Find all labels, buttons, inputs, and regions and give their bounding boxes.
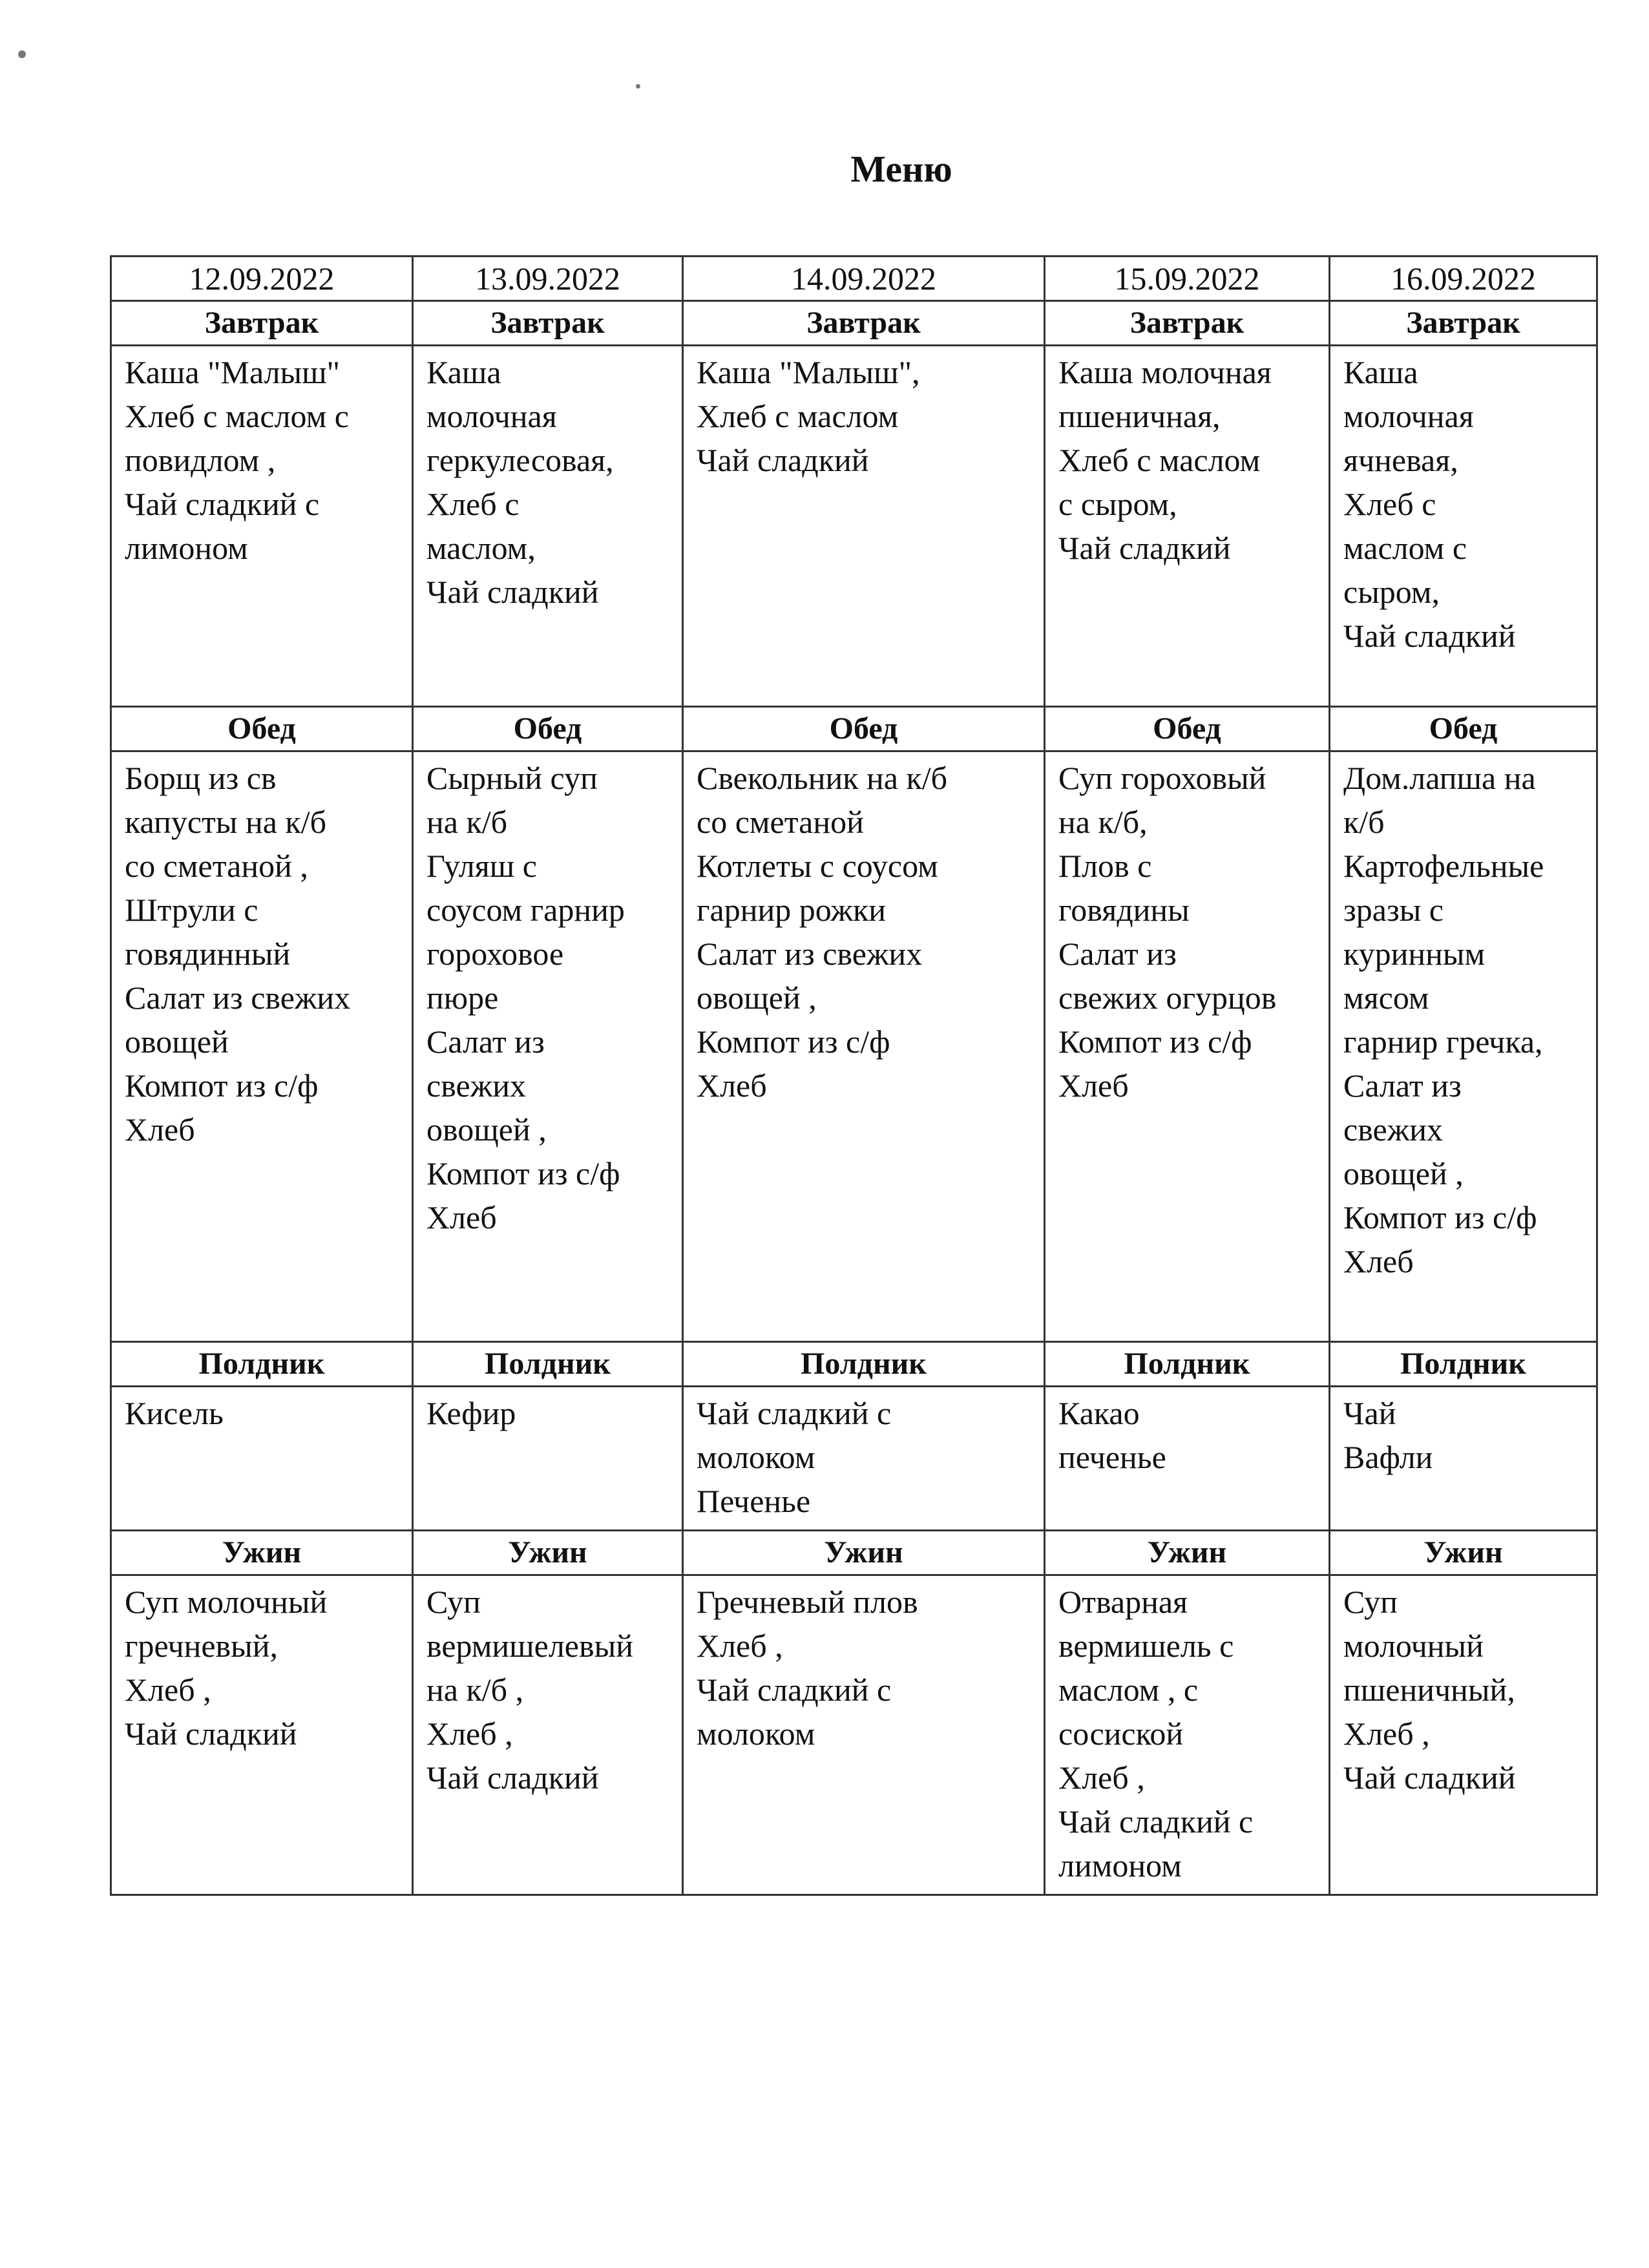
dinner-header: Ужин xyxy=(1045,1531,1330,1575)
lunch-header-row xyxy=(111,707,1597,751)
lunch-header: Обед xyxy=(1330,707,1597,751)
lunch-header: Обед xyxy=(111,707,413,751)
dinner-header: Ужин xyxy=(413,1531,683,1575)
snack-header: Полдник xyxy=(683,1342,1045,1387)
dinner-header-row xyxy=(111,1531,1597,1575)
dinner-row xyxy=(111,1575,1597,1895)
snack-dishes: Кисель xyxy=(111,1387,413,1531)
breakfast-header: Завтрак xyxy=(683,301,1045,346)
breakfast-row xyxy=(111,346,1597,707)
lunch-header: Обед xyxy=(683,707,1045,751)
breakfast-header: Завтрак xyxy=(1045,301,1330,346)
dinner-dishes: Суп молочный пшеничный, Хлеб , Чай сладкий xyxy=(1330,1575,1597,1895)
snack-header: Полдник xyxy=(413,1342,683,1387)
menu-table xyxy=(110,255,1598,1896)
date-cell: 12.09.2022 xyxy=(111,257,413,301)
lunch-row xyxy=(111,751,1597,1342)
snack-dishes: Чай Вафли xyxy=(1330,1387,1597,1531)
scan-speck xyxy=(18,50,26,58)
lunch-header: Обед xyxy=(1045,707,1330,751)
dinner-dishes: Гречневый плов Хлеб , Чай сладкий с молоком xyxy=(683,1575,1045,1895)
snack-header: Полдник xyxy=(1045,1342,1330,1387)
breakfast-header-row xyxy=(111,301,1597,346)
snack-dishes: Какао печенье xyxy=(1045,1387,1330,1531)
dinner-dishes: Суп вермишелевый на к/б , Хлеб , Чай сладкий xyxy=(413,1575,683,1895)
snack-dishes: Кефир xyxy=(413,1387,683,1531)
lunch-dishes: Борщ из св капусты на к/б со сметаной , Штрули с говядинный Салат из свежих овощей Компот из с/ф Хлеб xyxy=(111,751,413,1342)
dinner-header: Ужин xyxy=(683,1531,1045,1575)
snack-header-row xyxy=(111,1342,1597,1387)
breakfast-dishes: Каша молочная ячневая, Хлеб с маслом с сыром, Чай сладкий xyxy=(1330,346,1597,707)
scan-speck xyxy=(636,84,640,89)
breakfast-header: Завтрак xyxy=(413,301,683,346)
snack-row xyxy=(111,1387,1597,1531)
dinner-header: Ужин xyxy=(111,1531,413,1575)
lunch-header: Обед xyxy=(413,707,683,751)
snack-dishes: Чай сладкий с молоком Печенье xyxy=(683,1387,1045,1531)
dates-row xyxy=(111,257,1597,301)
date-cell: 16.09.2022 xyxy=(1330,257,1597,301)
date-cell: 15.09.2022 xyxy=(1045,257,1330,301)
page-title: Меню xyxy=(850,148,952,190)
breakfast-dishes: Каша "Малыш" Хлеб с маслом с повидлом , Чай сладкий с лимоном xyxy=(111,346,413,707)
breakfast-header: Завтрак xyxy=(111,301,413,346)
date-cell: 14.09.2022 xyxy=(683,257,1045,301)
snack-header: Полдник xyxy=(1330,1342,1597,1387)
breakfast-dishes: Каша молочная пшеничная, Хлеб с маслом с сыром, Чай сладкий xyxy=(1045,346,1330,707)
breakfast-dishes: Каша "Малыш", Хлеб с маслом Чай сладкий xyxy=(683,346,1045,707)
breakfast-dishes: Каша молочная геркулесовая, Хлеб с маслом, Чай сладкий xyxy=(413,346,683,707)
breakfast-header: Завтрак xyxy=(1330,301,1597,346)
dinner-dishes: Суп молочный гречневый, Хлеб , Чай сладкий xyxy=(111,1575,413,1895)
lunch-dishes: Дом.лапша на к/б Картофельные зразы с куринным мясом гарнир гречка, Салат из свежих овощей , Компот из с/ф Хлеб xyxy=(1330,751,1597,1342)
dinner-header: Ужин xyxy=(1330,1531,1597,1575)
dinner-dishes: Отварная вермишель с маслом , с сосиской Хлеб , Чай сладкий с лимоном xyxy=(1045,1575,1330,1895)
snack-header: Полдник xyxy=(111,1342,413,1387)
lunch-dishes: Сырный суп на к/б Гуляш с соусом гарнир гороховое пюре Салат из свежих овощей , Компот из с/ф Хлеб xyxy=(413,751,683,1342)
lunch-dishes: Суп гороховый на к/б, Плов с говядины Салат из свежих огурцов Компот из с/ф Хлеб xyxy=(1045,751,1330,1342)
date-cell: 13.09.2022 xyxy=(413,257,683,301)
lunch-dishes: Свекольник на к/б со сметаной Котлеты с соусом гарнир рожки Салат из свежих овощей , Компот из с/ф Хлеб xyxy=(683,751,1045,1342)
